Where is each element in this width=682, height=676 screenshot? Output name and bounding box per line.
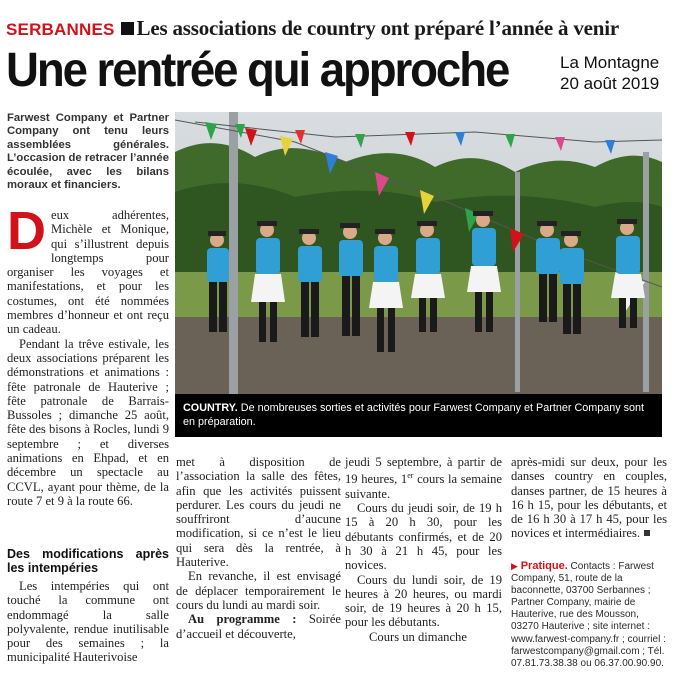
- photo-scene: [175, 112, 662, 437]
- intro-paragraph: Farwest Company et Partner Company ont tenu leurs assemblées générales. L’occasion de retracer l’année écoulée, avec les bilans moraux et financiers.: [7, 112, 169, 192]
- paragraph-11-text: après-midi sur deux, pour les danses country en couples, danses partner, de 15 heures à 16 h 15, pour les débutants, et de 16 h 30 à 17 h 45, pour les novices et intermédiaires.: [511, 455, 667, 541]
- paragraph-4: met à disposition de l’association la salle des fêtes, afin que les activités puissent perdurer. Les cours du jeudi ne souffriront d’aucune modification, si ce n’est le lieu qui sera dès la rentrée, à Hauterive.: [176, 455, 341, 570]
- runin-label: Au programme :: [188, 612, 297, 627]
- paragraph-6: [176, 612, 341, 641]
- paragraph-8: Cours du jeudi soir, de 19 h 15 à 20 h 30, pour les débutants confirmés, et de 20 h 30 à 21 h 45, pour les novices.: [345, 501, 502, 573]
- column-1: [7, 201, 169, 508]
- paragraph-6-text: Soirée d’accueil et découverte,: [176, 612, 341, 641]
- pratique-label: Pratique.: [520, 560, 568, 572]
- source-date: 20 août 2019: [560, 74, 660, 93]
- pratique-text: Contacts : Farwest Company, 51, route de la baconnette, 03700 Serbannes ; Partner Company, mairie de Hauterive, rue des Mousson, 03270 Hauterive ; site internet : www.farwest-company.fr ; courriel : farwestcompany@gmail.com ; Tél. 07.81.73.38.38 ou 06.37.00.90.90.: [511, 561, 666, 669]
- paragraph-1: [7, 201, 169, 337]
- column-2: [176, 455, 341, 641]
- pratique-box: [511, 560, 667, 670]
- tent-pole: [229, 112, 238, 394]
- paragraph-11: [511, 455, 667, 541]
- column-3: [345, 455, 502, 644]
- paragraph-2: Pendant la trêve estivale, les deux associations préparent les démonstrations et animations : fête patronale de Hauterive ; fête patronale de Barrais-Bussoles ; dimanche 25 août, fête des bisons à Rocles, lundi 9 septembre ; et diverses animations en Ehpad, et en décembre un spectacle au CCVL, ayant pour thème, de la route 7 et 9 à la route 66.: [7, 336, 169, 508]
- article-kicker: [6, 16, 676, 40]
- kicker-location: SERBANNES: [6, 20, 115, 39]
- source-publication: La Montagne: [560, 53, 660, 72]
- subheading: Des modifications après les intempéries: [7, 547, 169, 575]
- headline: Une rentrée qui approche: [6, 44, 509, 97]
- paragraph-10: Cours un dimanche: [369, 629, 467, 644]
- paragraph-7-sup: er: [407, 471, 414, 481]
- column-1-bottom: [7, 541, 169, 665]
- paragraph-7: [345, 455, 502, 501]
- caption-label: COUNTRY.: [183, 402, 238, 414]
- paragraph-7-b: cours la semaine suivante.: [345, 472, 502, 501]
- dropcap: D: [7, 201, 46, 261]
- paragraph-7-a: jeudi 5 septembre, à partir de 19 heures, 1: [345, 455, 502, 487]
- article-photo: [175, 112, 662, 437]
- paragraph-1-text: eux adhérentes, Michèle et Monique, qui s’illustrent depuis longtemps pour organiser les voyages et manifestations, et pour les costumes, ont été nommées membres d’honneur et ont reçu un cadeau.: [7, 208, 169, 337]
- source-stamp: [560, 52, 678, 94]
- end-mark-icon: [644, 530, 650, 536]
- arrow-icon: ▶: [511, 561, 518, 571]
- photo-caption: [183, 402, 658, 429]
- caption-text: De nombreuses sorties et activités pour Farwest Company et Partner Company sont en préparation.: [183, 402, 645, 428]
- column-4: [511, 455, 667, 541]
- kicker-title: Les associations de country ont préparé l’année à venir: [136, 16, 620, 40]
- dancers: [207, 211, 645, 352]
- kicker-square-icon: [121, 22, 134, 35]
- paragraph-3: Les intempéries qui ont touché la commune ont endommagé la salle polyvalente, rendue inutilisable pour des semaines ; la municipalité Hauterivoise: [7, 579, 169, 665]
- paragraph-9: Cours du lundi soir, de 19 heures à 20 heures, ou mardi soir, de 19 heures à 20 h 15, pour les débutants.: [345, 572, 502, 630]
- paragraph-5: En revanche, il est envisagé de déplacer temporairement le cours du lundi au mardi soir.: [176, 569, 341, 612]
